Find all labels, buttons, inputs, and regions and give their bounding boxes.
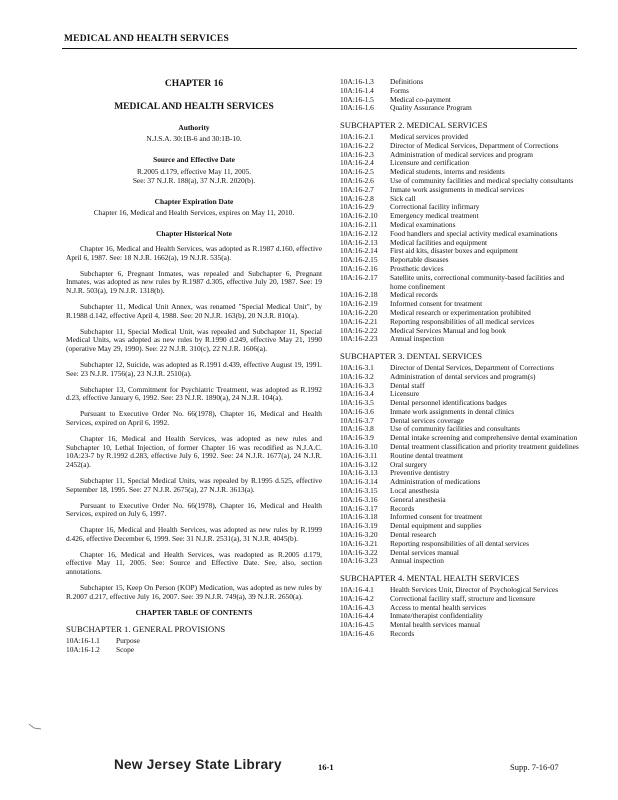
section-number: 10A:16-2.6 [340,175,374,185]
section-title: Definitions [390,77,424,86]
section-number: 10A:16-3.21 [340,538,378,548]
subchapter-4-heading: SUBCHAPTER 4. MENTAL HEALTH SERVICES [340,573,520,584]
section-title: Use of community facilities and consultants [390,424,520,434]
running-head: MEDICAL AND HEALTH SERVICES [64,34,229,44]
toc-entry [340,335,580,344]
section-number: 10A:16-3.8 [340,424,374,434]
history-note: Subchapter 11, Special Medical Units, was repealed by R.1995 d.525, effective September 18, 1995. See: 27 N.J.R. 2675(a), 27 N.J.R. 3613(a). [66,475,322,494]
section-title: Inmate work assignments in medical services [390,184,525,194]
section-title: Reporting responsibilities of all medical services [390,316,535,326]
expiration-text: Chapter 16, Medical and Health Services, expires on May 11, 2010. [93,208,295,218]
subchapter-1-list-continued [340,78,580,113]
expiration-heading: Chapter Expiration Date [154,196,234,206]
history-note: Subchapter 6, Pregnant Inmates, was repealed and Subchapter 6, Pregnant Inmates, was adopted as new rules by R.1987 d.305, effective July 20, 1987. See: 19 N.J.R. 503(a), 19 N.J.R. 1318(b). [66,268,322,296]
section-number: 10A:16-4.3 [340,602,374,612]
subchapter-2-list [340,133,580,344]
section-number: 10A:16-2.16 [340,263,378,273]
section-title: Mental health services manual [390,620,481,630]
library-logo: New Jersey State Library [114,757,282,772]
section-number: 10A:16-2.2 [340,140,374,150]
section-title: Medical records [390,290,438,300]
section-title: Health Services Unit, Director of Psychological Services [390,585,559,595]
supplement-date: Supp. 7-16-07 [510,762,559,772]
section-title: Reporting responsibilities of all dental services [390,538,529,548]
section-title: Dental equipment and supplies [390,521,482,531]
section-number: 10A:16-2.3 [340,149,374,159]
section-number: 10A:16-2.19 [340,299,378,309]
section-number: 10A:16-2.22 [340,325,378,335]
section-title: Satellite units, correctional community-based facilities and home confinement [390,272,565,291]
section-title: Medical co-payment [390,94,451,104]
section-number: 10A:16-2.10 [340,211,378,221]
history-note: Chapter 16, Medical and Health Services, was adopted as new rules and Subchapter 10, Lethal Injection, of former Chapter 16 was recodified as N.J.A.C. 10A:23-7 by R.1992 d.283, effective July 6, 1992. See: 24 N.J.R. 1677(a), 24 N.J.R. 2452(a). [66,433,322,470]
section-title: Sick call [390,193,416,203]
section-number: 10A:16-3.10 [340,442,378,452]
section-title: Administration of medical services and program [390,149,534,159]
section-number: 10A:16-2.17 [340,272,378,282]
subchapter-2-heading: SUBCHAPTER 2. MEDICAL SERVICES [340,120,488,131]
header-rule [62,48,577,49]
section-number: 10A:16-3.17 [340,503,378,513]
subchapter-3-heading: SUBCHAPTER 3. DENTAL SERVICES [340,351,483,362]
toc-entry [340,621,580,630]
section-title: Prosthetic devices [390,263,444,273]
section-number: 10A:16-4.1 [340,585,374,595]
section-number: 10A:16-3.11 [340,450,378,460]
section-title: Access to mental health services [390,602,487,612]
section-title: Informed consent for treatment [390,512,483,522]
section-number: 10A:16-4.6 [340,629,374,639]
left-column [66,80,322,655]
margin-mark-icon [28,722,42,732]
subchapter-3-list [340,364,580,566]
section-number: 10A:16-3.4 [340,389,374,399]
section-title: Dental intake screening and comprehensive dental examination [390,433,578,443]
section-number: 10A:16-2.15 [340,255,378,265]
toc-entry [340,104,580,113]
history-note: Subchapter 15, Keep On Person (KOP) Medication, was adopted as new rules by R.2007 d.217, effective July 16, 2007. See: 39 N.J.R. 749(a), 39 N.J.R. 2650(a). [66,583,322,601]
section-title: Emergency medical treatment [390,211,479,221]
section-title: Forms [390,85,409,95]
section-title: Inmate work assignments in dental clinics [390,406,515,416]
history-notes [66,245,322,602]
section-title: Purpose [116,636,140,646]
section-title: Administration of medications [390,477,481,487]
section-title: Medical Services Manual and log book [390,325,506,335]
section-title: Annual inspection [390,556,444,566]
chapter-title: MEDICAL AND HEALTH SERVICES [114,101,274,112]
section-number: 10A:16-2.5 [340,167,374,177]
section-number: 10A:16-2.14 [340,246,378,256]
toc-heading: CHAPTER TABLE OF CONTENTS [135,607,253,617]
section-title: Medical research or experimentation prohibited [390,307,531,317]
section-title: Food handlers and special activity medical examinations [390,228,558,238]
section-number: 10A:16-3.7 [340,415,374,425]
authority-heading: Authority [178,122,210,132]
toc-entry [340,274,580,292]
section-number: 10A:16-2.7 [340,184,374,194]
section-title: Annual inspection [390,334,444,344]
section-number: 10A:16-3.9 [340,433,374,443]
toc-entry [66,637,322,646]
section-number: 10A:16-2.8 [340,193,374,203]
section-title: Preventive dentistry [390,468,450,478]
right-column [340,78,580,639]
subchapter-1-heading: SUBCHAPTER 1. GENERAL PROVISIONS [66,624,226,635]
section-title: Scope [116,645,135,655]
section-title: Dental treatment classification and priority treatment guidelines [390,442,579,452]
toc-entry [340,87,580,96]
section-title: Informed consent for treatment [390,299,483,309]
section-title: Correctional facility staff, structure and licensure [390,593,536,603]
section-number: 10A:16-1.5 [340,94,374,104]
section-title: Local anesthesia [390,486,440,496]
section-number: 10A:16-3.5 [340,398,374,408]
chapter-number: CHAPTER 16 [164,79,224,89]
history-note: Subchapter 11, Special Medical Unit, was repealed and Subchapter 11, Special Medical Units, was adopted as new rules by R.1990 d.249, effective May 21, 1990 (operative May 29, 1990). See: 22 N.J.R. 310(c), 22 N.J.R. 1606(a). [66,326,322,354]
section-title: Inmate/therapist confidentiality [390,611,483,621]
history-note: Chapter 16, Medical and Health Services, was readopted as R.2005 d.179, effective May 11, 2005. See: Source and Effective Date. See, also, section annotations. [66,549,322,577]
section-title: Quality Assurance Program [390,103,472,113]
section-number: 10A:16-3.13 [340,468,378,478]
section-title: Licensure [390,389,420,399]
history-note: Subchapter 12, Suicide, was adopted as R.1991 d.439, effective August 19, 1991. See: 23 N.J.R. 1756(a), 23 N.J.R. 2510(a). [66,359,322,378]
toc-entry [340,373,580,382]
history-note: Pursuant to Executive Order No. 66(1978), Chapter 16, Medical and Health Services, expired on April 6, 1992. [66,409,322,427]
section-title: First aid kits, disaster boxes and equipment [390,246,518,256]
section-title: Dental research [390,530,437,540]
section-number: 10A:16-3.14 [340,477,378,487]
section-number: 10A:16-3.3 [340,380,374,390]
history-heading: Chapter Historical Note [156,229,232,239]
section-title: Dental services manual [390,547,459,557]
section-number: 10A:16-2.12 [340,228,378,238]
section-number: 10A:16-4.5 [340,620,374,630]
section-title: Records [390,503,415,513]
subchapter-4-list [340,586,580,639]
toc-entry [340,557,580,566]
section-number: 10A:16-1.3 [340,77,374,86]
section-number: 10A:16-2.4 [340,158,374,168]
section-number: 10A:16-3.20 [340,530,378,540]
section-number: 10A:16-3.22 [340,547,378,557]
history-note: Chapter 16, Medical and Health Services, was adopted as R.1987 d.160, effective April 6, 1987. See: 18 N.J.R. 1662(a), 19 N.J.R. 535(a). [66,243,322,262]
history-note: Subchapter 11, Medical Unit Annex, was renamed "Special Medical Unit", by R.1988 d.142, effective April 4, 1988. See: 20 N.J.R. 163(b), 20 N.J.R. 810(a). [66,301,322,320]
source-heading: Source and Effective Date [153,155,235,165]
section-number: 10A:16-1.4 [340,85,374,95]
section-number: 10A:16-3.6 [340,406,374,416]
section-title: Dental personnel identifications badges [390,398,507,408]
toc-entry [340,382,580,391]
section-title: Administration of dental services and program(s) [390,371,536,381]
section-number: 10A:16-2.13 [340,237,378,247]
history-note: Subchapter 13, Commitment for Psychiatric Treatment, was adopted as R.1992 d.23, effective January 6, 1992. See: 23 N.J.R. 1890(a), 24 N.J.R. 104(a). [66,384,322,403]
section-number: 10A:16-2.1 [340,131,374,141]
section-number: 10A:16-4.2 [340,593,374,603]
section-number: 10A:16-3.18 [340,512,378,522]
toc-entry [340,78,580,87]
section-title: Correctional facility infirmary [390,202,480,212]
section-number: 10A:16-3.16 [340,494,378,504]
section-number: 10A:16-1.2 [66,645,100,655]
section-title: Director of Dental Services, Department of Corrections [390,362,554,372]
section-title: Records [390,629,415,639]
section-title: General anesthesia [390,494,446,504]
toc-entry [66,646,322,655]
section-number: 10A:16-2.23 [340,334,378,344]
page-number: 16-1 [318,762,334,772]
section-title: Medical students, interns and residents [390,167,505,177]
section-title: Routine dental treatment [390,450,464,460]
section-number: 10A:16-3.1 [340,362,374,372]
toc-entry [340,186,580,195]
section-title: Medical services provided [390,131,468,141]
section-title: Dental staff [390,380,425,390]
history-note: Chapter 16, Medical and Health Services, was adopted as new rules by R.1999 d.426, effective December 6, 1999. See: 31 N.J.R. 2531(a), 31 N.J.R. 4045(b). [66,525,322,543]
section-number: 10A:16-2.18 [340,290,378,300]
subchapter-1-list [66,637,322,655]
authority-text: N.J.S.A. 30:1B-6 and 30:1B-10. [146,134,242,144]
section-title: Licensure and certification [390,158,470,168]
toc-entry [340,630,580,639]
section-title: Director of Medical Services, Department of Corrections [390,140,559,150]
section-number: 10A:16-2.21 [340,316,378,326]
section-number: 10A:16-3.23 [340,556,378,566]
source-text: R.2005 d.179, effective May 11, 2005. See: 37 N.J.R. 188(a), 37 N.J.R. 2020(b). [132,166,256,185]
section-title: Reportable diseases [390,255,449,265]
section-number: 10A:16-3.12 [340,459,378,469]
section-title: Use of community facilities and medical specialty consultants [390,175,574,185]
section-title: Medical examinations [390,219,456,229]
section-number: 10A:16-2.20 [340,307,378,317]
section-number: 10A:16-1.6 [340,103,374,113]
section-number: 10A:16-1.1 [66,636,100,646]
history-note: Pursuant to Executive Order No. 66(1978), Chapter 16, Medical and Health Services, expired on July 6, 1997. [66,500,322,519]
section-title: Medical facilities and equipment [390,237,488,247]
section-number: 10A:16-3.19 [340,521,378,531]
section-number: 10A:16-3.2 [340,371,374,381]
section-number: 10A:16-2.11 [340,219,378,229]
section-title: Dental services coverage [390,415,464,425]
section-title: Oral surgery [390,459,428,469]
section-number: 10A:16-2.9 [340,202,374,212]
section-number: 10A:16-4.4 [340,611,374,621]
section-number: 10A:16-3.15 [340,486,378,496]
